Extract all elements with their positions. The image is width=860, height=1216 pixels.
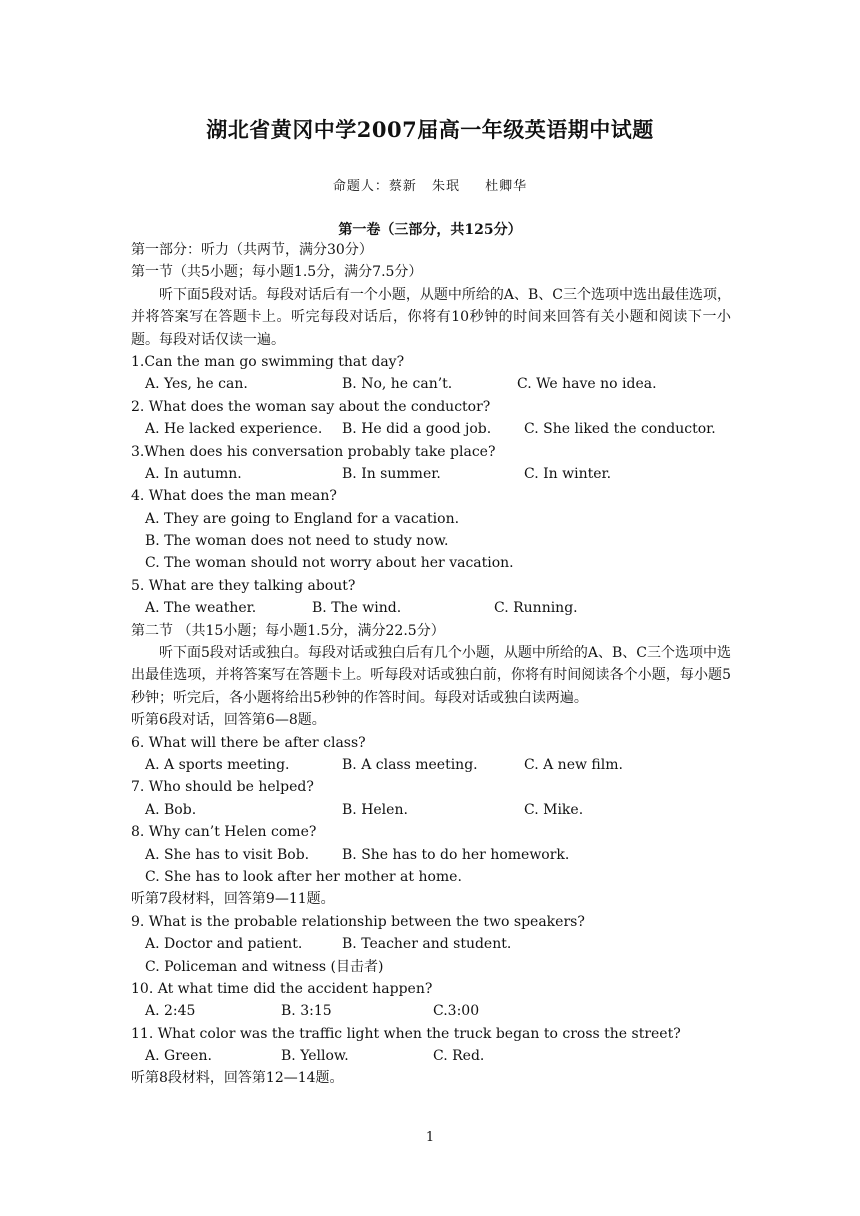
author-name: 杜卿华 <box>485 179 528 194</box>
question-text: 10. At what time did the accident happen? <box>131 980 433 997</box>
option-c: C. She liked the conductor. <box>524 421 716 438</box>
question-text: 3.When does his conversation probably take place? <box>131 443 496 460</box>
question-options <box>131 1000 731 1022</box>
question-text: 5. What are they talking about? <box>131 577 356 594</box>
page-title: 湖北省黄冈中学2007届高一年级英语期中试题 <box>206 117 654 142</box>
section-instructions: 听下面5段对话或独白。每段对话或独白后有几个小题，从题中所给的A、B、C三个选项中选出最佳选项，并将答案写在答题卡上。听每段对话或独白前，你将有时间阅读各个小题，每小题5秒钟；听完后，各小题将给出5秒钟的作答时间。每段对话或独白读两遍。 <box>131 645 732 706</box>
option-b: B. She has to do her homework. <box>342 846 570 863</box>
question-options <box>131 844 731 866</box>
question-options <box>131 463 731 485</box>
option-c: C. Mike. <box>524 801 584 818</box>
option-c: C.3:00 <box>433 1003 480 1020</box>
option-a: A. Yes, he can. <box>145 376 248 393</box>
question-options <box>131 597 731 619</box>
question-text: 11. What color was the traffic light when the truck began to cross the street? <box>131 1025 681 1042</box>
option-c: C. We have no idea. <box>517 376 657 393</box>
dialogue-instruction: 听第6段对话，回答第6—8题。 <box>131 712 326 729</box>
dialogue-instruction: 听第7段材料，回答第9—11题。 <box>131 891 335 908</box>
question-options <box>131 373 731 395</box>
option-c: C. In winter. <box>524 465 612 482</box>
option-b: B. Helen. <box>342 801 408 818</box>
question-text: 8. Why can’t Helen come? <box>131 824 317 841</box>
option-a: A. Green. <box>145 1048 212 1065</box>
option-a: A. He lacked experience. <box>145 421 323 438</box>
question-text: 1.Can the man go swimming that day? <box>131 353 405 370</box>
option-a: A. Bob. <box>145 801 197 818</box>
question-options <box>131 1045 731 1067</box>
question-text: 7. Who should be helped? <box>131 779 314 796</box>
question-text: 9. What is the probable relationship between the two speakers? <box>131 913 585 930</box>
option-a: A. Doctor and patient. <box>145 936 303 953</box>
option-b: B. The woman does not need to study now. <box>145 533 449 550</box>
option-c: C. The woman should not worry about her vacation. <box>145 555 514 572</box>
option-c: C. Policeman and witness (目击者) <box>145 958 384 975</box>
question-options <box>131 754 731 776</box>
option-b: B. 3:15 <box>281 1003 332 1020</box>
section-heading: 第二节 （共15小题；每小题1.5分，满分22.5分） <box>131 622 445 639</box>
question-text: 2. What does the woman say about the conductor? <box>131 398 491 415</box>
option-b: B. In summer. <box>342 465 441 482</box>
option-b: B. He did a good job. <box>342 421 492 438</box>
option-b: B. Teacher and student. <box>342 936 512 953</box>
question-options <box>131 799 731 821</box>
author-name: 蔡新 <box>388 179 417 194</box>
question-text: 6. What will there be after class? <box>131 734 366 751</box>
option-b: B. The wind. <box>312 600 402 617</box>
option-a: A. She has to visit Bob. <box>145 846 310 863</box>
option-c: C. Running. <box>494 600 578 617</box>
option-b: B. A class meeting. <box>342 757 478 774</box>
exam-content <box>131 239 731 1090</box>
option-a: A. The weather. <box>145 600 257 617</box>
page-number: 1 <box>425 1130 435 1145</box>
question-options <box>131 933 731 955</box>
option-a: A. They are going to England for a vacation. <box>145 510 460 527</box>
option-c: C. She has to look after her mother at home. <box>145 868 462 885</box>
authors-label: 命题人：蔡新 <box>332 179 417 194</box>
author-name: 朱珉 <box>432 179 461 194</box>
section-heading: 第一节（共5小题；每小题1.5分，满分7.5分） <box>131 264 423 281</box>
option-b: B. No, he can’t. <box>342 376 453 393</box>
option-c: C. Red. <box>433 1048 485 1065</box>
option-b: B. Yellow. <box>281 1048 349 1065</box>
option-a: A. 2:45 <box>145 1003 196 1020</box>
option-c: C. A new film. <box>524 757 623 774</box>
section-instructions: 听下面5段对话。每段对话后有一个小题，从题中所给的A、B、C三个选项中选出最佳选项，并将答案写在答题卡上。听完每段对话后，你将有10秒钟的时间来回答有关小题和阅读下一小题。每段对话仅读一遍。 <box>131 286 732 348</box>
option-a: A. In autumn. <box>145 465 242 482</box>
part-heading: 第一部分：听力（共两节，满分30分） <box>131 242 373 258</box>
option-a: A. A sports meeting. <box>145 757 290 774</box>
question-options <box>131 418 731 440</box>
dialogue-instruction: 听第8段材料，回答第12—14题。 <box>131 1070 344 1087</box>
volume-title: 第一卷（三部分，共125分） <box>338 222 522 238</box>
question-text: 4. What does the man mean? <box>131 488 337 505</box>
authors-line <box>0 175 860 194</box>
